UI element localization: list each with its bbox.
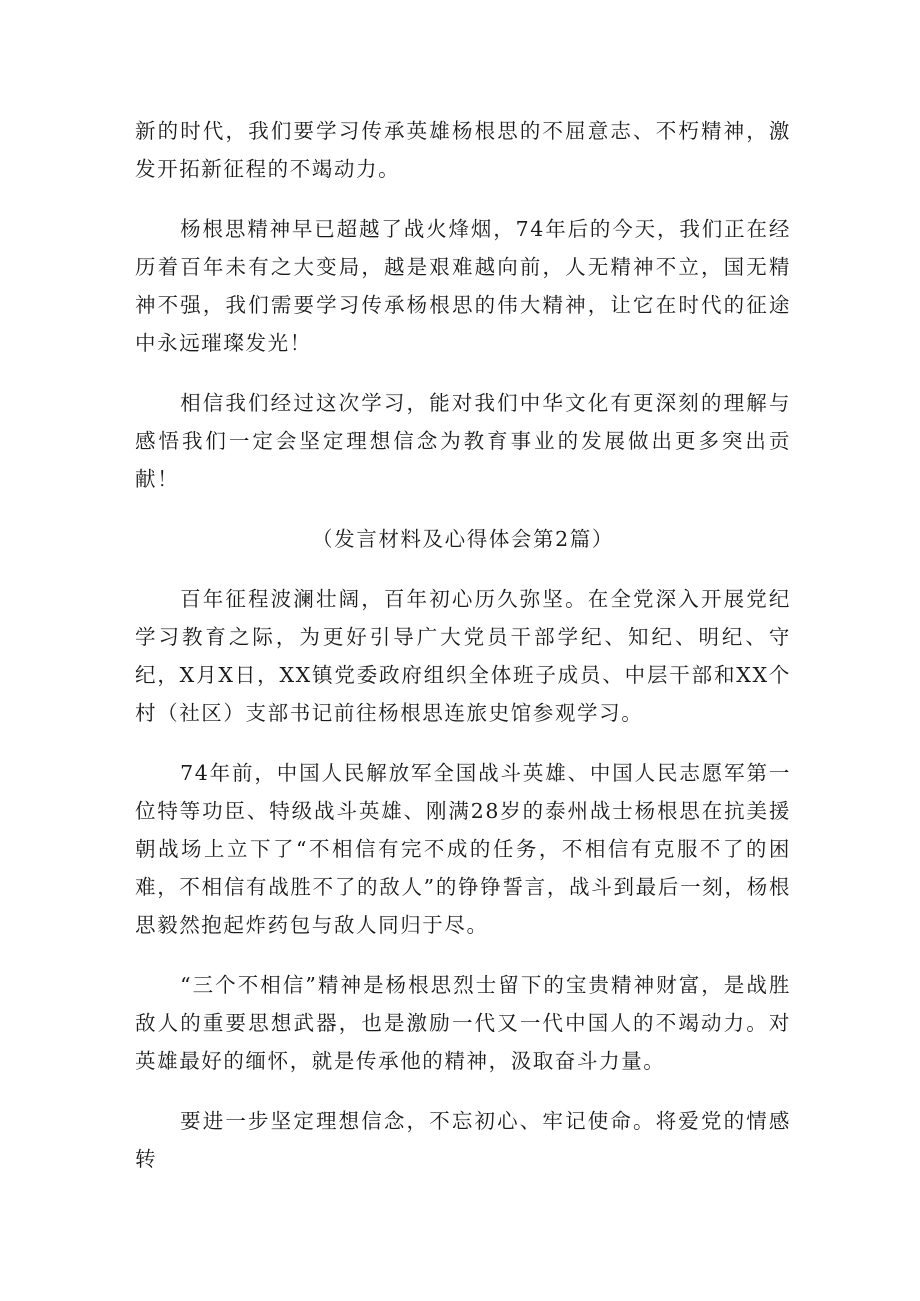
paragraph-three-beliefs: “三个不相信”精神是杨根思烈士留下的宝贵精神财富，是战胜敌人的重要思想武器，也是激励一代又一代中国人的不竭动力。对英雄最好的缅怀，就是传承他的精神，汲取奋斗力量。 <box>135 973 791 1073</box>
paragraph-history: 74年前，中国人民解放军全国战斗英雄、中国人民志愿军第一位特等功臣、特级战斗英雄、刚满28岁的泰州战士杨根思在抗美援朝战场上立下了“不相信有完不成的任务，不相信有克服不了的困难，不相信有战胜不了的敌人”的铮铮誓言，战斗到最后一刻，杨根思毅然抱起炸药包与敌人同归于尽。 <box>135 761 791 937</box>
section-heading: （发言材料及心得体会第2篇） <box>312 527 614 551</box>
paragraph-continuation: 新的时代，我们要学习传承英雄杨根思的不屈意志、不朽精神，激发开拓新征程的不竭动力。 <box>135 119 791 181</box>
paragraph-intro: 百年征程波澜壮阔，百年初心历久弥坚。在全党深入开展党纪学习教育之际，为更好引导广大党员干部学纪、知纪、明纪、守纪，X月X日，XX镇党委政府组织全体班子成员、中层干部和XX个村（社区）支部书记前往杨根思连旅史馆参观学习。 <box>135 587 791 725</box>
paragraph-spirit: 杨根思精神早已超越了战火烽烟，74年后的今天，我们正在经历着百年未有之大变局，越是艰难越向前，人无精神不立，国无精神不强，我们需要学习传承杨根思的伟大精神，让它在时代的征途中永远璀璨发光！ <box>135 217 791 355</box>
paragraph-conclusion: 相信我们经过这次学习，能对我们中华文化有更深刻的理解与感悟我们一定会坚定理想信念为教育事业的发展做出更多突出贡献！ <box>135 391 791 491</box>
paragraph-ideals: 要进一步坚定理想信念，不忘初心、牢记使命。将爱党的情感转 <box>135 1109 791 1171</box>
document-body <box>135 112 791 1200</box>
